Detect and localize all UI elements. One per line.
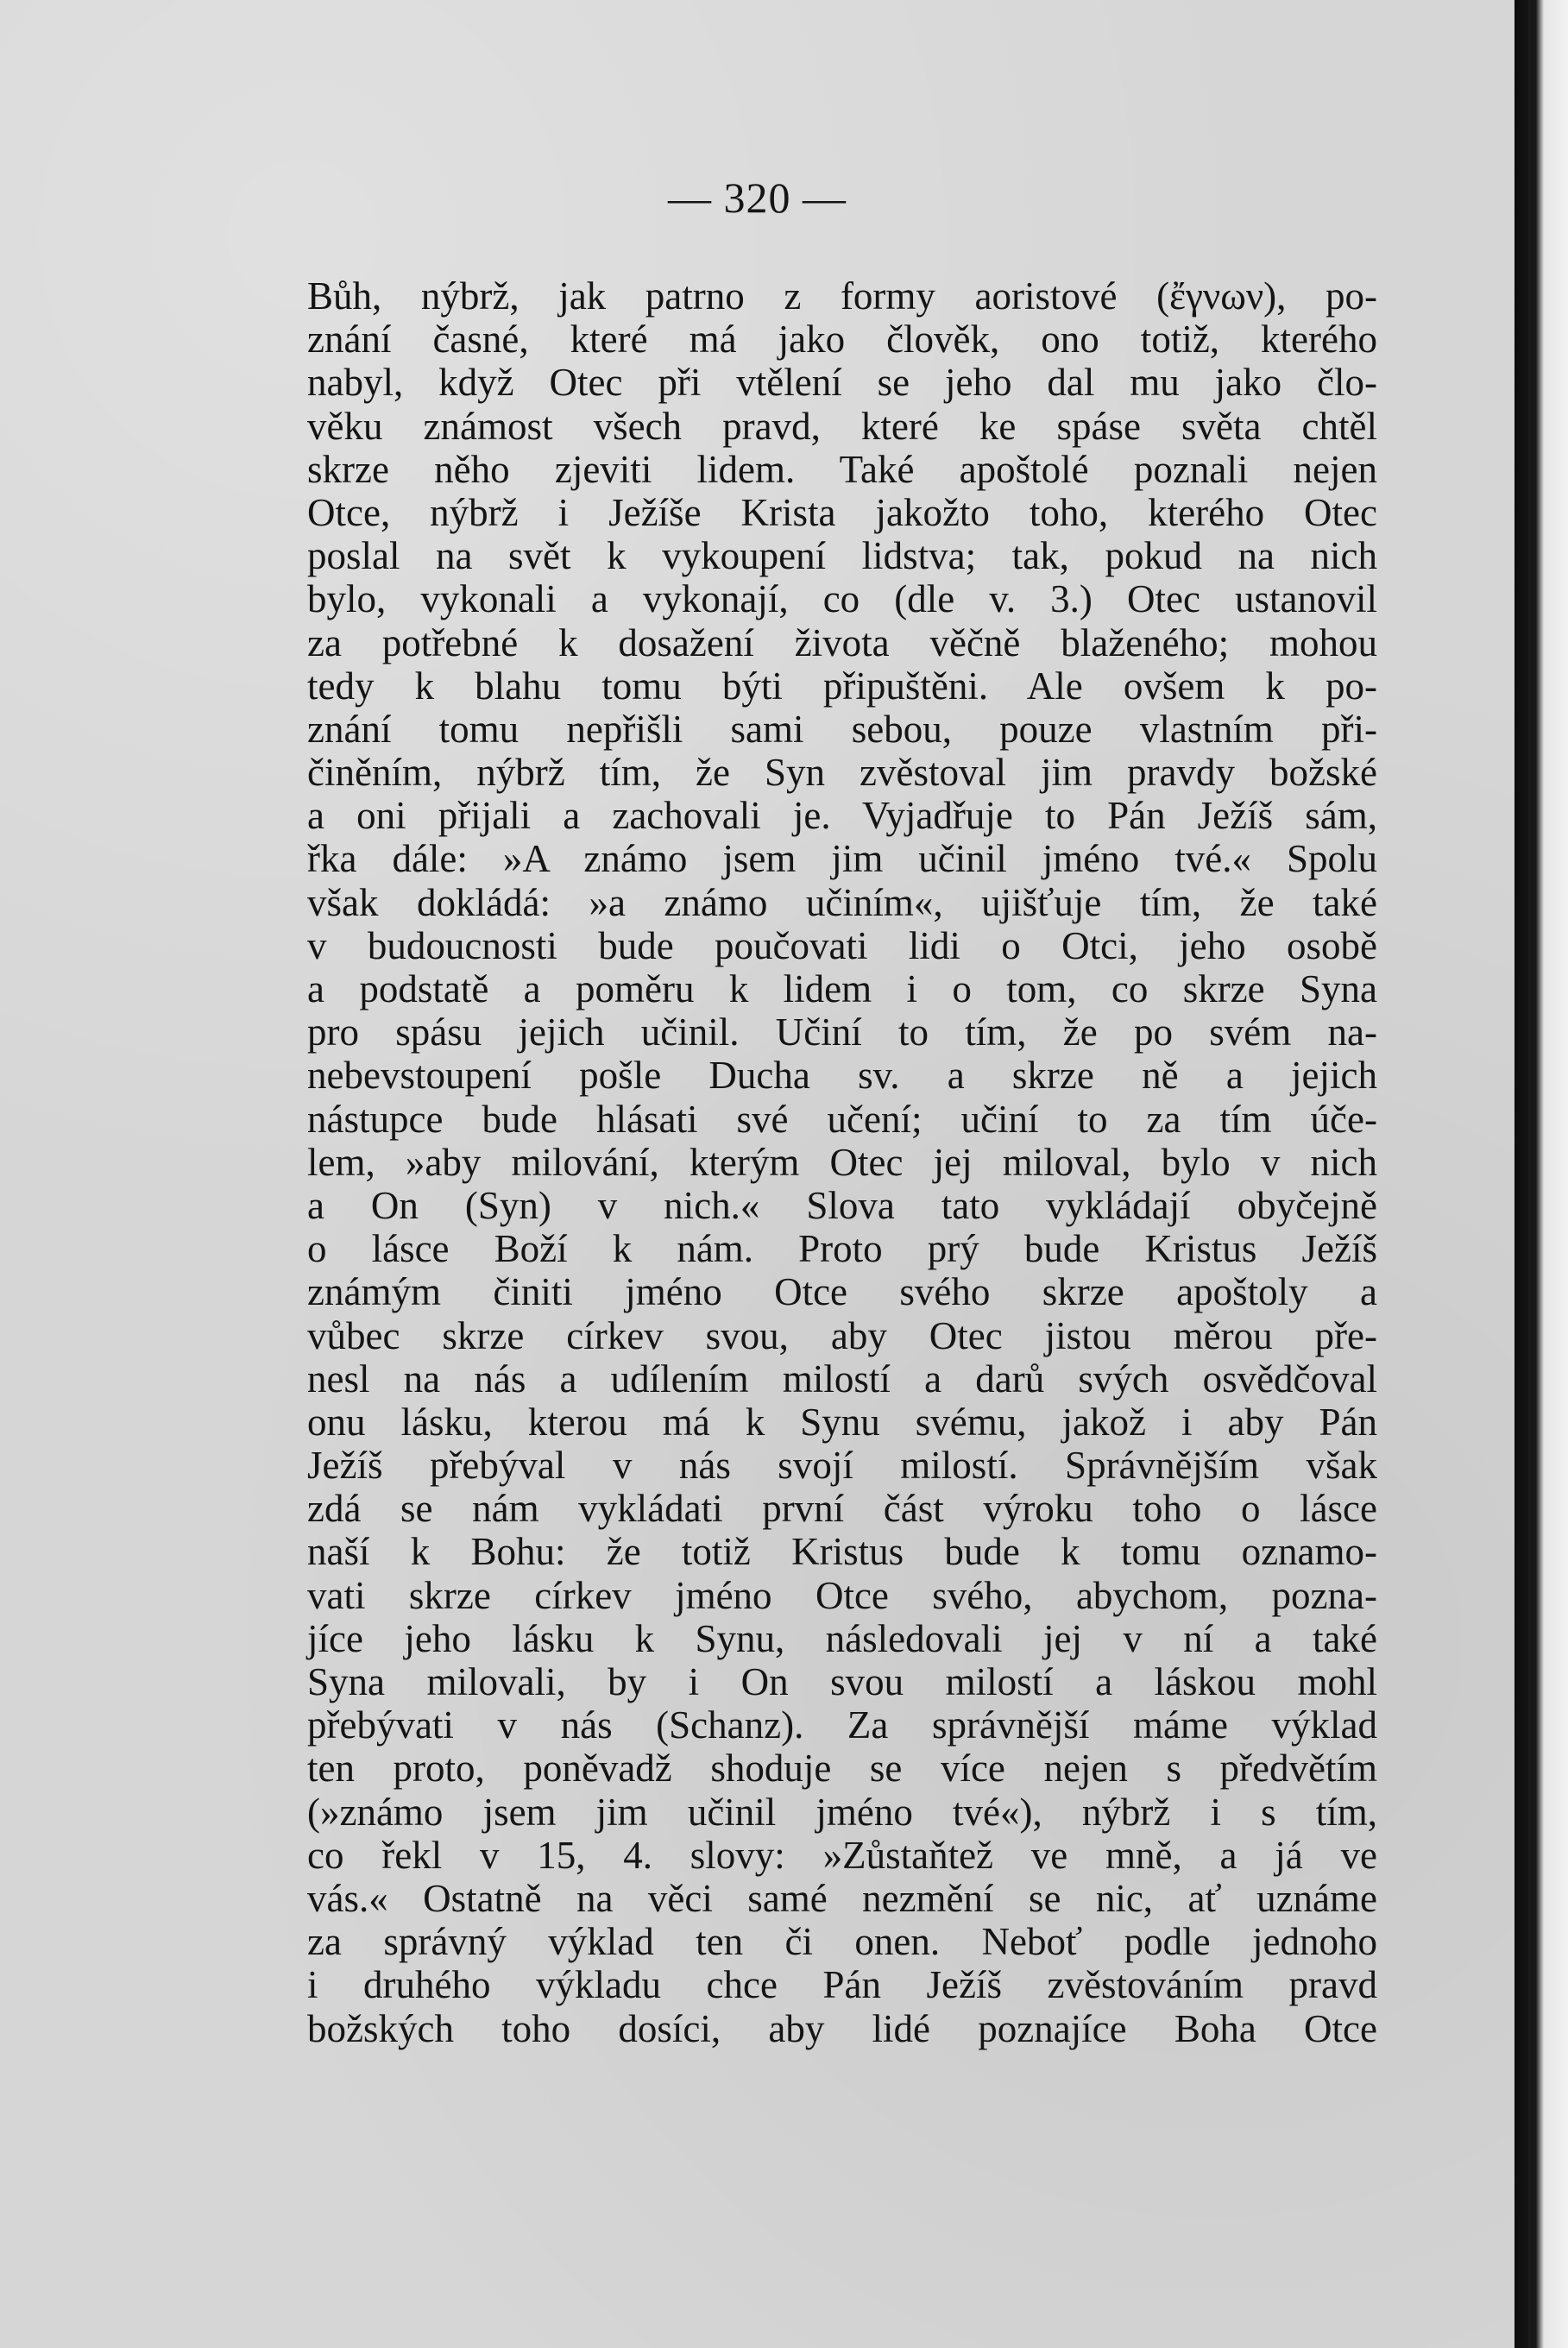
text-line: o lásce Boží k nám. Proto prý bude Kristus Ježíš [307, 1227, 1377, 1271]
text-line: přebývati v nás (Schanz). Za správnější máme výklad [307, 1703, 1377, 1747]
text-line: co řekl v 15, 4. slovy: »Zůstaňtež ve mně, a já ve [307, 1833, 1377, 1877]
text-line: znání tomu nepřišli sami sebou, pouze vlastním při- [307, 707, 1377, 751]
text-line: věku známost všech pravd, které ke spáse světa chtěl [307, 404, 1377, 448]
text-line: Bůh, nýbrž, jak patrno z formy aoristové (ἔγνων), po- [307, 274, 1377, 318]
text-line: skrze něho zjeviti lidem. Také apoštolé poznali nejen [307, 447, 1377, 491]
text-line: poslal na svět k vykoupení lidstva; tak, pokud na nich [307, 534, 1377, 578]
body-text [307, 274, 1377, 2050]
text-line: a On (Syn) v nich.« Slova tato vykládají obyčejně [307, 1183, 1377, 1227]
text-line: tedy k blahu tomu býti připuštěni. Ale ovšem k po- [307, 664, 1377, 708]
text-line: Ježíš přebýval v nás svojí milostí. Správnějším však [307, 1444, 1377, 1488]
text-line: Otce, nýbrž i Ježíše Krista jakožto toho, kterého Otec [307, 490, 1377, 534]
page-number: — 320 — [668, 173, 847, 222]
text-line: činěním, nýbrž tím, že Syn zvěstoval jim pravdy božské [307, 751, 1377, 795]
text-line: a podstatě a poměru k lidem i o tom, co skrze Syna [307, 967, 1377, 1010]
text-line: známým činiti jméno Otce svého skrze apoštoly a [307, 1270, 1377, 1314]
text-line: lem, »aby milování, kterým Otec jej miloval, bylo v nich [307, 1140, 1377, 1184]
text-line: však dokládá: »a známo učiním«, ujišťuje tím, že také [307, 880, 1377, 924]
text-line: nástupce bude hlásati své učení; učiní to za tím úče- [307, 1097, 1377, 1141]
text-line: za potřebné k dosažení života věčně blaženého; mohou [307, 620, 1377, 664]
text-line: nesl na nás a udílením milostí a darů svých osvědčoval [307, 1357, 1377, 1401]
text-line: ten proto, poněvadž shoduje se více nejen s předvětím [307, 1747, 1377, 1791]
text-line: za správný výklad ten či onen. Neboť podle jednoho [307, 1920, 1377, 1964]
text-line: nebevstoupení pošle Ducha sv. a skrze ně a jejich [307, 1054, 1377, 1098]
binding-edge-line [1528, 0, 1531, 2348]
text-line: vás.« Ostatně na věci samé nezmění se nic, ať uznáme [307, 1876, 1377, 1920]
page-edge [1514, 0, 1568, 2348]
text-line: naší k Bohu: že totiž Kristus bude k tomu oznamo- [307, 1530, 1377, 1574]
text-line: onu lásku, kterou má k Synu svému, jakož i aby Pán [307, 1400, 1377, 1444]
text-line: vati skrze církev jméno Otce svého, abychom, pozna- [307, 1573, 1377, 1617]
text-line: znání časné, které má jako člověk, ono totiž, kterého [307, 318, 1377, 362]
text-line: Syna milovali, by i On svou milostí a láskou mohl [307, 1660, 1377, 1703]
text-line: řka dále: »A známo jsem jim učinil jméno tvé.« Spolu [307, 837, 1377, 881]
text-line: jíce jeho lásku k Synu, následovali jej v ní a také [307, 1616, 1377, 1660]
text-line: pro spásu jejich učinil. Učiní to tím, že po svém na- [307, 1010, 1377, 1054]
text-line: nabyl, když Otec při vtělení se jeho dal mu jako člo- [307, 361, 1377, 405]
text-line: bylo, vykonali a vykonají, co (dle v. 3.) Otec ustanovil [307, 577, 1377, 621]
text-line: vůbec skrze církev svou, aby Otec jistou měrou pře- [307, 1313, 1377, 1357]
text-line: a oni přijali a zachovali je. Vyjadřuje to Pán Ježíš sám, [307, 794, 1377, 838]
text-line: božských toho dosíci, aby lidé poznajíce Boha Otce [307, 2006, 1377, 2050]
text-line: (»známo jsem jim učinil jméno tvé«), nýbrž i s tím, [307, 1790, 1377, 1834]
text-line: zdá se nám vykládati první část výroku toho o lásce [307, 1487, 1377, 1531]
text-line: v budoucnosti bude poučovati lidi o Otci, jeho osobě [307, 923, 1377, 967]
text-line: i druhého výkladu chce Pán Ježíš zvěstováním pravd [307, 1963, 1377, 2007]
